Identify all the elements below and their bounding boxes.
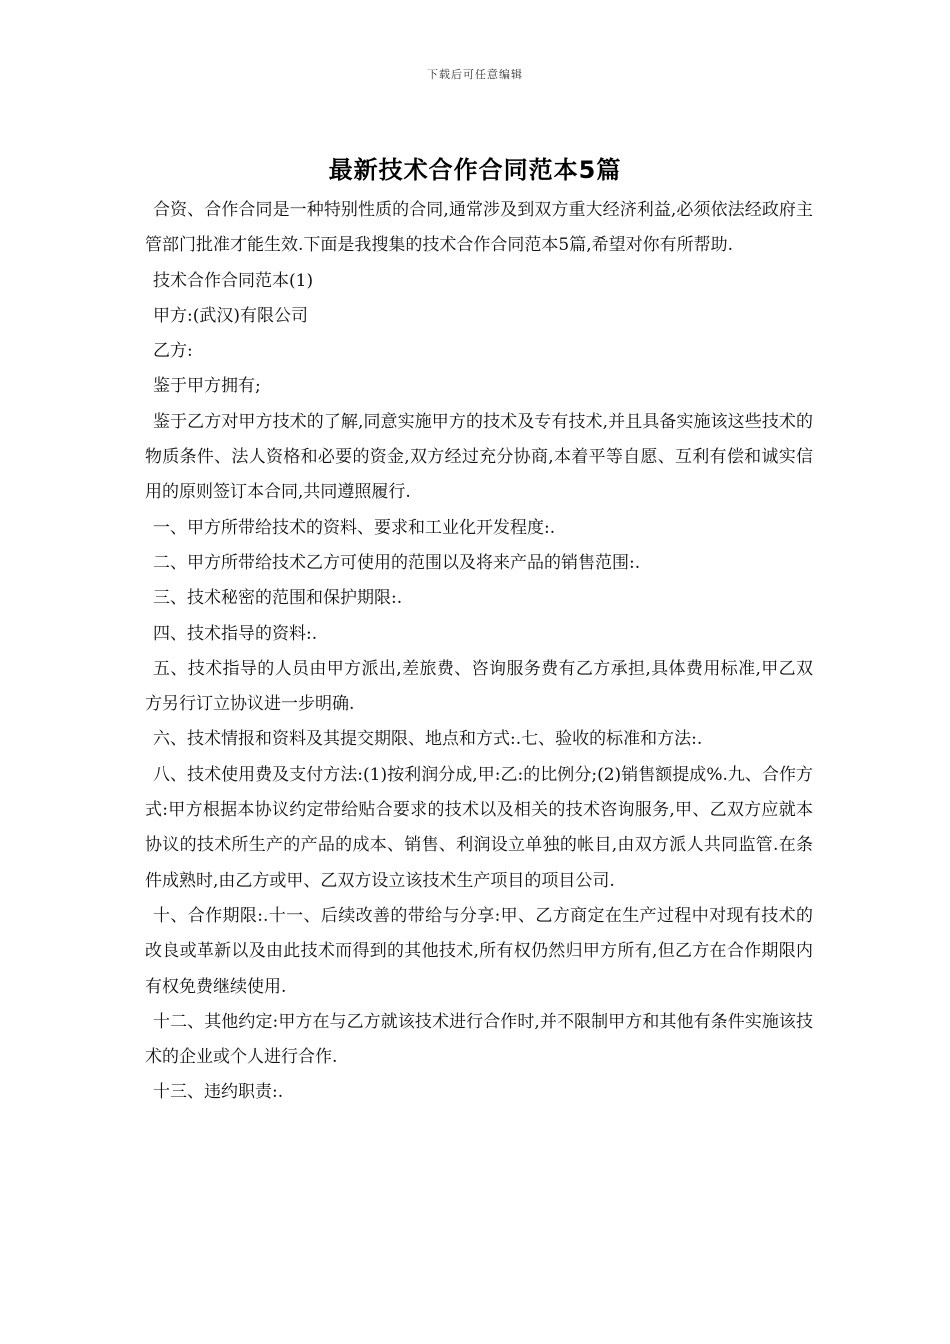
paragraph-clause-6-7: 六、技术情报和资料及其提交期限、地点和方式:.七、验收的标准和方法:. — [153, 729, 703, 750]
paragraph-clause-12: 十二、其他约定:甲方在与乙方就该技术进行合作时,并不限制甲方和其他有条件实施该技术的企业或个人进行合作. — [145, 1011, 813, 1068]
paragraph-clause-13: 十三、违约职责:. — [153, 1082, 284, 1103]
paragraph-clause-3: 三、技术秘密的范围和保护期限:. — [153, 588, 403, 609]
paragraph-clause-10-11: 十、合作期限:.十一、后续改善的带给与分享:甲、乙方商定在生产过程中对现有技术的改良或革新以及由此技术而得到的其他技术,所有权仍然归甲方所有,但乙方在合作期限内有权免费继续使用. — [145, 905, 813, 997]
paragraph-party-b: 乙方: — [153, 341, 193, 362]
paragraph-clause-8-9: 八、技术使用费及支付方法:(1)按利润分成,甲:乙:的比例分;(2)销售额提成%.九、合作方式:甲方根据本协议约定带给贴合要求的技术以及相关的技术咨询服务,甲、乙双方应就本协议的技术所生产的产品的成本、销售、利润设立单独的帐目,由双方派人共同监管.在条件成熟时,由乙方或甲、乙双方设立该技术生产项目的项目公司. — [145, 764, 813, 891]
paragraph-whereas-a: 鉴于甲方拥有; — [153, 376, 261, 397]
header-note: 下载后可任意编辑 — [427, 68, 523, 81]
paragraph-sample-heading: 技术合作合同范本(1) — [153, 270, 314, 291]
paragraph-intro: 合资、合作合同是一种特别性质的合同,通常涉及到双方重大经济利益,必须依法经政府主管部门批准才能生效.下面是我搜集的技术合作合同范本5篇,希望对你有所帮助. — [145, 200, 813, 256]
paragraph-clause-1: 一、甲方所带给技术的资料、要求和工业化开发程度:. — [153, 517, 556, 538]
document-title: 最新技术合作合同范本5篇 — [328, 156, 622, 184]
paragraph-party-a: 甲方:(武汉)有限公司 — [153, 305, 308, 326]
paragraph-clause-5: 五、技术指导的人员由甲方派出,差旅费、咨询服务费有乙方承担,具体费用标准,甲乙双方另行订立协议进一步明确. — [145, 658, 813, 715]
paragraph-whereas-b: 鉴于乙方对甲方技术的了解,同意实施甲方的技术及专有技术,并且具备实施该这些技术的物质条件、法人资格和必要的资金,双方经过充分协商,本着平等自愿、互利有偿和诚实信用的原则签订本合同,共同遵照履行. — [145, 411, 813, 503]
paragraph-clause-4: 四、技术指导的资料:. — [153, 623, 318, 644]
paragraph-clause-2: 二、甲方所带给技术乙方可使用的范围以及将来产品的销售范围:. — [153, 552, 641, 573]
document-body — [145, 193, 813, 1111]
